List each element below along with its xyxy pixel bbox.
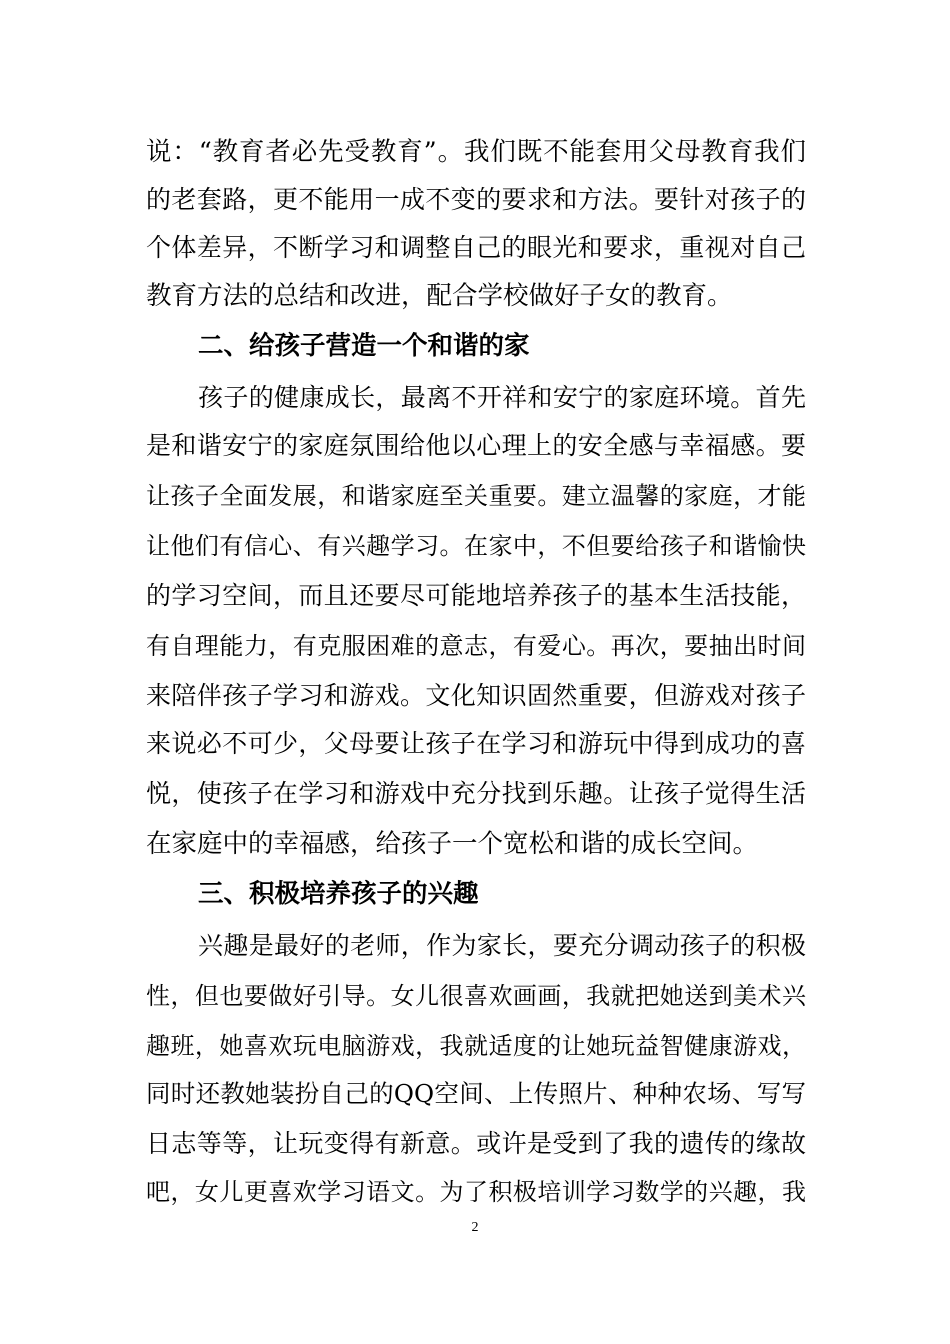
- text-line: 的学习空间，而且还要尽可能地培养孩子的基本生活技能，: [146, 581, 806, 610]
- section-heading: 二、给孩子营造一个和谐的家: [198, 331, 530, 361]
- text-line: 来陪伴孩子学习和游戏。文化知识固然重要，但游戏对孩子: [146, 681, 806, 710]
- text-line: 让孩子全面发展，和谐家庭至关重要。建立温馨的家庭，才能: [146, 482, 806, 510]
- text-line: 说：“教育者必先受教育”。我们既不能套用父母教育我们: [146, 137, 806, 167]
- text-line: 在家庭中的幸福感，给孩子一个宽松和谐的成长空间。: [146, 829, 759, 859]
- text-line: 是和谐安宁的家庭氛围给他以心理上的安全感与幸福感。要: [146, 431, 806, 460]
- text-line: 有自理能力，有克服困难的意志，有爱心。再次，要抽出时间: [146, 632, 806, 660]
- text-line: 吧，女儿更喜欢学习语文。为了积极培训学习数学的兴趣，我: [146, 1178, 806, 1206]
- section-heading: 三、积极培养孩子的兴趣: [198, 879, 479, 909]
- text-line: 悦，使孩子在学习和游戏中充分找到乐趣。让孩子觉得生活: [146, 779, 806, 808]
- text-line: 教育方法的总结和改进，配合学校做好子女的教育。: [146, 281, 733, 311]
- text-line: 来说必不可少，父母要让孩子在学习和游玩中得到成功的喜: [146, 729, 806, 758]
- text-line: 个体差异，不断学习和调整自己的眼光和要求，重视对自己: [146, 233, 806, 262]
- text-line: 趣班，她喜欢玩电脑游戏，我就适度的让她玩益智健康游戏，: [146, 1032, 806, 1060]
- text-line: 让他们有信心、有兴趣学习。在家中，不但要给孩子和谐愉快: [146, 532, 806, 560]
- text-line: 性，但也要做好引导。女儿很喜欢画画，我就把她送到美术兴: [146, 982, 806, 1010]
- page-number: 2: [471, 1220, 479, 1235]
- text-line: 孩子的健康成长，最离不开祥和安宁的家庭环境。首先: [198, 383, 806, 412]
- text-line: 的老套路，更不能用一成不变的要求和方法。要针对孩子的: [146, 185, 806, 214]
- text-line: 同时还教她装扮自己的QQ空间、上传照片、种种农场、写写: [146, 1079, 806, 1108]
- text-line: 日志等等，让玩变得有新意。或许是受到了我的遗传的缘故: [146, 1129, 806, 1158]
- text-line: 兴趣是最好的老师，作为家长，要充分调动孩子的积极: [198, 931, 806, 960]
